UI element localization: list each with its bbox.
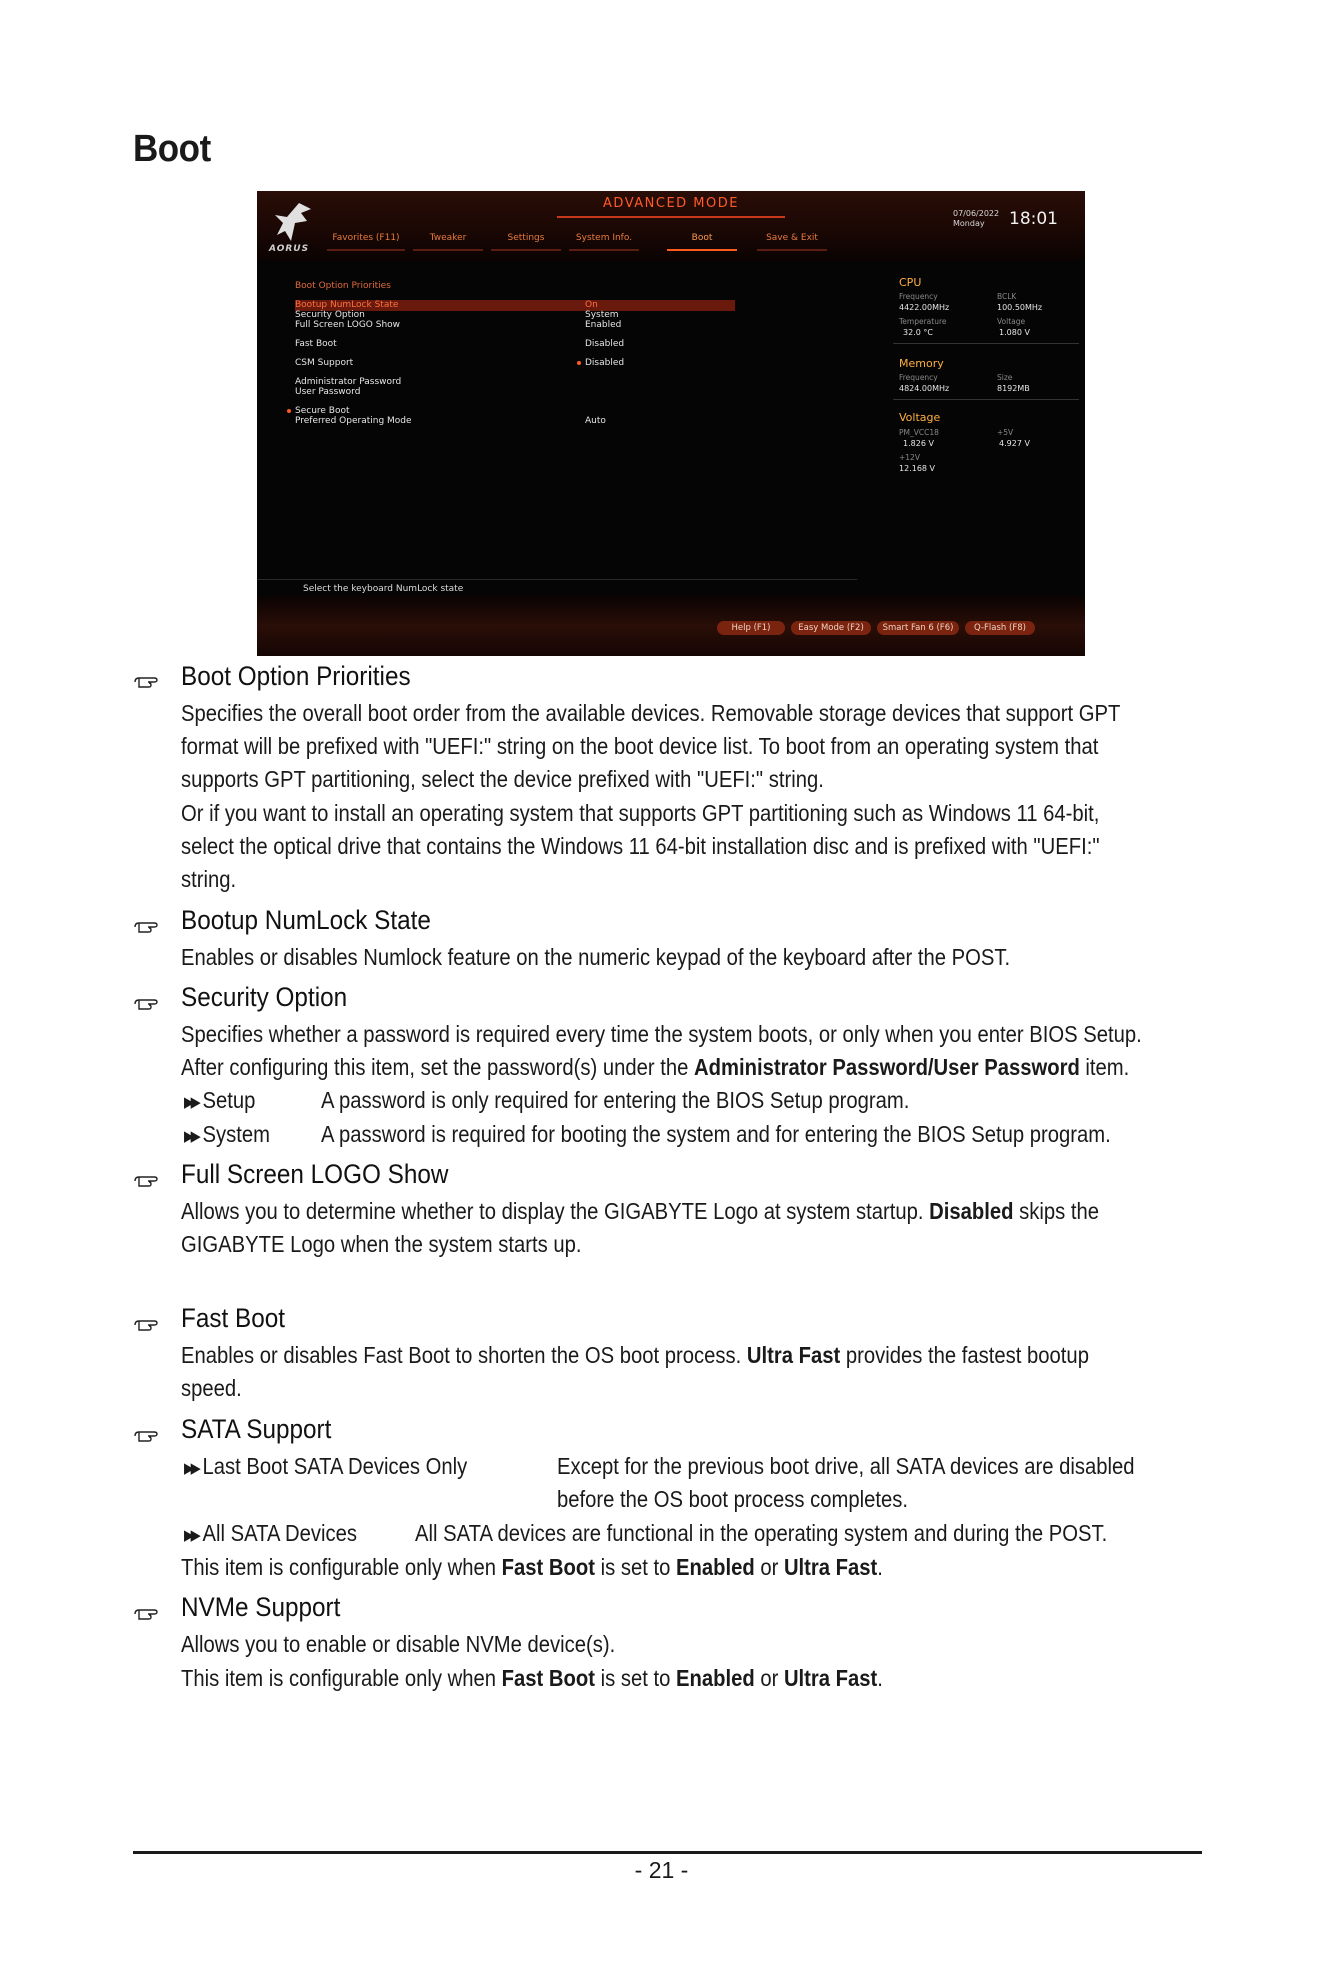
text-run: provides the fastest bootup	[840, 1342, 1089, 1368]
bios-menu-value: On	[585, 300, 598, 310]
bios-tab-system-info[interactable]: System Info.	[569, 233, 639, 251]
bios-bottom-bar	[257, 596, 1085, 656]
bios-logo-text: AORUS	[269, 244, 310, 254]
bios-menu-label: CSM Support	[295, 358, 354, 368]
text-run: item.	[1079, 1054, 1130, 1080]
double-arrow-icon: ▶▶	[184, 1460, 198, 1477]
bios-easy-mode-button[interactable]: Easy Mode (F2)	[791, 621, 871, 635]
bios-menu-item[interactable]	[295, 358, 735, 369]
text-run: This item is configurable only when	[181, 1665, 502, 1691]
pointing-hand-icon	[134, 1607, 160, 1621]
bios-tab-save-exit[interactable]: Save & Exit	[757, 233, 827, 251]
bios-menu-item[interactable]	[295, 281, 735, 292]
bios-menu-label: Boot Option Priorities	[295, 281, 391, 291]
paragraph-line: format will be prefixed with "UEFI:" string on the boot device list. To boot from an operating system that	[181, 733, 1099, 759]
bios-day-value: Monday	[953, 219, 985, 228]
bios-menu-label: Preferred Operating Mode	[295, 416, 412, 426]
text-run: .	[877, 1665, 883, 1691]
bios-menu-value: Disabled	[585, 339, 625, 349]
cpu-heading: CPU	[899, 276, 922, 289]
bios-menu-value: System	[585, 310, 619, 320]
bios-menu-value: Enabled	[585, 320, 622, 330]
panel-divider	[893, 343, 1079, 344]
bios-menu-item[interactable]	[295, 416, 735, 427]
double-arrow-icon: ▶▶	[184, 1527, 198, 1544]
bios-mode-title: ADVANCED MODE	[557, 196, 785, 218]
text-run: or	[754, 1665, 784, 1691]
bios-menu-value: Disabled	[585, 358, 625, 368]
section-title-bootup-numlock-state: Bootup NumLock State	[181, 905, 431, 935]
text-run: is set to	[594, 1665, 676, 1691]
section-title-nvme-support: NVMe Support	[181, 1592, 341, 1622]
bios-help-text: Select the keyboard NumLock state	[303, 584, 464, 594]
memory-size-label: Size	[997, 373, 1013, 382]
bios-time: 18:01	[1009, 209, 1058, 229]
voltage-c-value: 12.168 V	[899, 464, 936, 473]
paragraph-line	[181, 1195, 1099, 1228]
memory-size-value: 8192MB	[997, 384, 1030, 393]
option-description: All SATA devices are functional in the operating system and during the POST.	[415, 1520, 1108, 1546]
option-name	[184, 1450, 467, 1485]
bios-menu-item[interactable]	[295, 339, 735, 350]
double-arrow-icon: ▶▶	[184, 1128, 198, 1145]
cpu-temperature-label: Temperature	[899, 317, 947, 326]
text-run: After configuring this item, set the password(s) under the	[181, 1054, 694, 1080]
cpu-voltage-label: Voltage	[997, 317, 1026, 326]
option-description: before the OS boot process completes.	[557, 1486, 909, 1512]
voltage-a-label: PM_VCC18	[899, 428, 939, 437]
text-run: Enables or disables Fast Boot to shorten the OS boot process.	[181, 1342, 747, 1368]
pointing-hand-icon	[134, 1174, 160, 1188]
pointing-hand-icon	[134, 1318, 160, 1332]
option-label: System	[202, 1121, 271, 1147]
text-run: Allows you to determine whether to display the GIGABYTE Logo at system startup.	[181, 1198, 930, 1224]
bios-qflash-button[interactable]: Q-Flash (F8)	[965, 621, 1035, 635]
bios-menu-label: Full Screen LOGO Show	[295, 320, 401, 330]
section-title-sata-support: SATA Support	[181, 1414, 332, 1444]
bios-menu-label: Administrator Password	[295, 377, 402, 387]
bold-text: Ultra Fast	[746, 1342, 841, 1368]
option-label: Setup	[202, 1087, 256, 1113]
cpu-bclk-value: 100.50MHz	[997, 303, 1043, 312]
cpu-voltage-value: 1.080 V	[999, 328, 1030, 337]
cpu-frequency-label: Frequency	[899, 292, 938, 301]
bios-help-button[interactable]: Help (F1)	[717, 621, 785, 635]
bios-menu-label: Security Option	[295, 310, 365, 320]
voltage-a-value: 1.826 V	[903, 439, 934, 448]
paragraph-line: Or if you want to install an operating system that supports GPT partitioning such as Windows 11 64-bit,	[181, 800, 1100, 826]
text-run: is set to	[594, 1554, 676, 1580]
bios-smart-fan-button[interactable]: Smart Fan 6 (F6)	[877, 621, 959, 635]
memory-frequency-label: Frequency	[899, 373, 938, 382]
memory-frequency-value: 4824.00MHz	[899, 384, 950, 393]
text-run: skips the	[1013, 1198, 1099, 1224]
paragraph-line	[181, 1551, 1079, 1584]
text-run: This item is configurable only when	[181, 1554, 502, 1580]
bios-menu-item[interactable]	[295, 387, 735, 398]
memory-heading: Memory	[899, 357, 944, 370]
bold-text: Enabled	[675, 1554, 755, 1580]
option-name	[184, 1118, 270, 1153]
paragraph-line: speed.	[181, 1375, 242, 1401]
cpu-bclk-label: BCLK	[997, 292, 1017, 301]
bios-menu-label: Bootup NumLock State	[295, 300, 399, 310]
bios-date	[953, 209, 999, 229]
bios-tab-boot[interactable]: Boot	[667, 233, 737, 251]
paragraph-line: select the optical drive that contains the Windows 11 64-bit installation disc and is prefixed with "UEFI:"	[181, 833, 1100, 859]
bios-menu-label: User Password	[295, 387, 361, 397]
paragraph-line: Specifies whether a password is required every time the system boots, or only when you enter BIOS Setup.	[181, 1021, 1142, 1047]
paragraph-line	[181, 1662, 1079, 1695]
option-description: A password is required for booting the system and for entering the BIOS Setup program.	[321, 1121, 1111, 1147]
paragraph-line: Allows you to enable or disable NVMe device(s).	[181, 1631, 616, 1657]
cpu-frequency-value: 4422.00MHz	[899, 303, 950, 312]
pointing-hand-icon	[134, 997, 160, 1011]
bios-hardware-monitor	[885, 273, 1085, 603]
pointing-hand-icon	[134, 675, 160, 689]
bold-text: Ultra Fast	[783, 1665, 878, 1691]
bios-tab-favorites[interactable]: Favorites (F11)	[327, 233, 405, 251]
paragraph-line: string.	[181, 866, 237, 892]
paragraph-line: Enables or disables Numlock feature on the numeric keypad of the keyboard after the POST.	[181, 944, 1011, 970]
option-label: Last Boot SATA Devices Only	[202, 1453, 468, 1479]
bold-text: Disabled	[929, 1198, 1014, 1224]
pointing-hand-icon	[134, 920, 160, 934]
bios-warning-dot-icon	[577, 361, 581, 365]
bold-text: Enabled	[675, 1665, 755, 1691]
voltage-heading: Voltage	[899, 411, 941, 424]
section-title-full-screen-logo-show: Full Screen LOGO Show	[181, 1159, 449, 1189]
footer-divider	[133, 1851, 1202, 1854]
option-name	[184, 1084, 255, 1119]
cpu-temperature-value: 32.0 °C	[903, 328, 933, 337]
bold-text: Fast Boot	[501, 1665, 595, 1691]
section-title-fast-boot: Fast Boot	[181, 1303, 286, 1333]
voltage-b-label: +5V	[997, 428, 1014, 437]
paragraph-line	[181, 1339, 1089, 1372]
bold-text: Fast Boot	[501, 1554, 595, 1580]
bios-menu-item[interactable]	[295, 320, 735, 331]
text-run: .	[877, 1554, 883, 1580]
text-run: or	[754, 1554, 784, 1580]
bios-menu-label: Fast Boot	[295, 339, 337, 349]
panel-divider	[893, 399, 1079, 400]
page-title: Boot	[133, 128, 211, 170]
bios-menu-value: Auto	[585, 416, 606, 426]
option-name	[184, 1517, 357, 1552]
bios-tab-tweaker[interactable]: Tweaker	[413, 233, 483, 251]
bios-menu-label: Secure Boot	[295, 406, 350, 416]
double-arrow-icon: ▶▶	[184, 1094, 198, 1111]
bios-help-divider	[257, 579, 857, 580]
option-description: A password is only required for entering the BIOS Setup program.	[321, 1087, 910, 1113]
option-label: All SATA Devices	[202, 1520, 358, 1546]
bios-warning-dot-icon	[287, 409, 291, 413]
bios-screenshot	[257, 191, 1085, 656]
option-description: Except for the previous boot drive, all SATA devices are disabled	[557, 1453, 1135, 1479]
bold-text: Administrator Password/User Password	[693, 1054, 1080, 1080]
page-number: - 21 -	[634, 1857, 689, 1883]
bios-tab-settings[interactable]: Settings	[491, 233, 561, 251]
paragraph-line: supports GPT partitioning, select the device prefixed with "UEFI:" string.	[181, 766, 824, 792]
bold-text: Ultra Fast	[783, 1554, 878, 1580]
paragraph-line	[181, 1051, 1130, 1084]
section-title-security-option: Security Option	[181, 982, 348, 1012]
voltage-b-value: 4.927 V	[999, 439, 1030, 448]
paragraph-line: GIGABYTE Logo when the system starts up.	[181, 1231, 582, 1257]
voltage-c-label: +12V	[899, 453, 920, 462]
section-title-boot-option-priorities: Boot Option Priorities	[181, 661, 411, 691]
pointing-hand-icon	[134, 1429, 160, 1443]
paragraph-line: Specifies the overall boot order from the available devices. Removable storage devices that support GPT	[181, 700, 1121, 726]
bios-date-value: 07/06/2022	[953, 209, 1000, 218]
